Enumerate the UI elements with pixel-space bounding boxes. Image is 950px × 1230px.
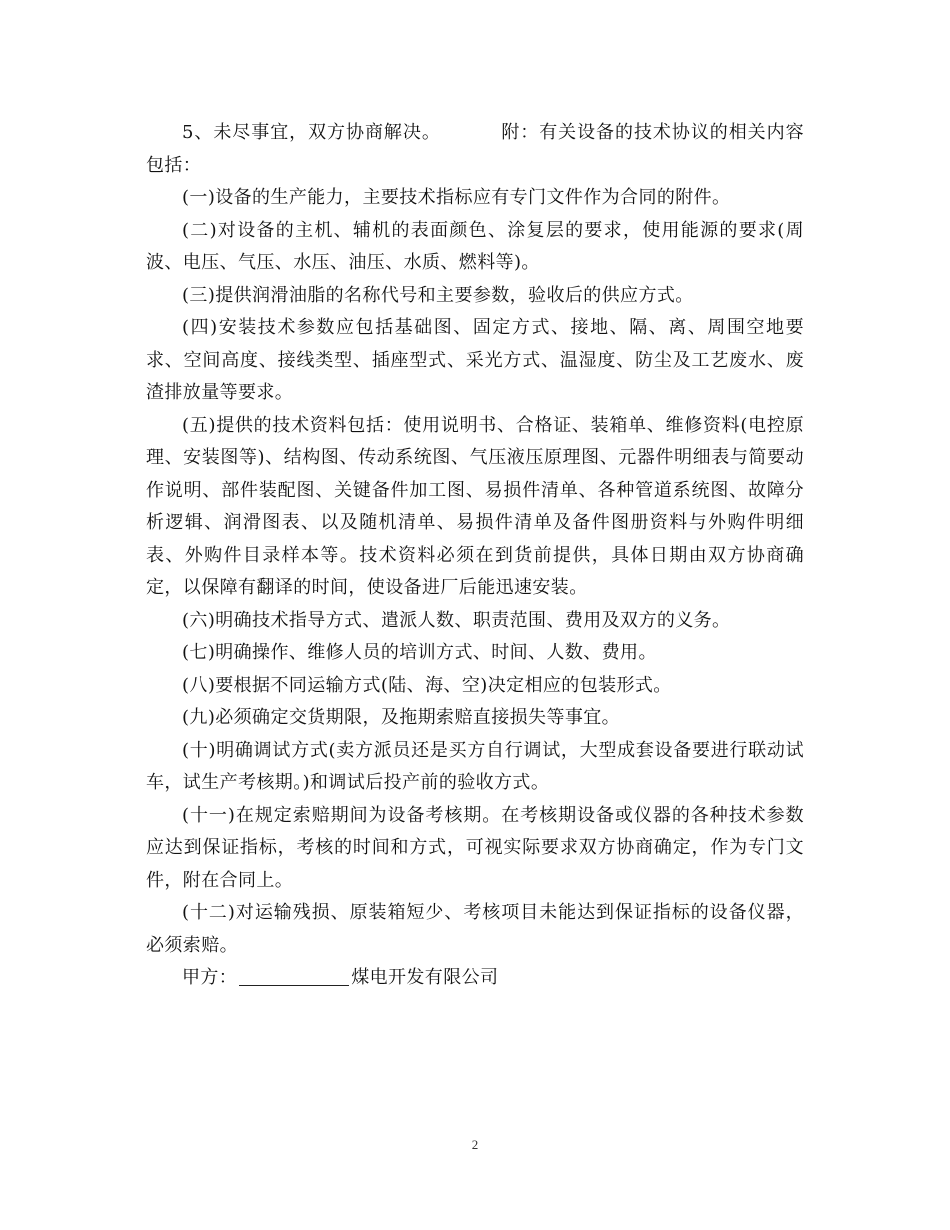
item-5-text: 5、未尽事宜，双方协商解决。	[182, 122, 441, 143]
signature-blank	[239, 965, 349, 986]
paragraph-1: (一)设备的生产能力，主要技术指标应有专门文件作为合同的附件。	[182, 187, 731, 208]
paragraph-3: (三)提供润滑油脂的名称代号和主要参数，验收后的供应方式。	[182, 284, 694, 306]
paragraph-item-5	[146, 117, 804, 182]
document-body	[146, 117, 804, 995]
paragraph-12: (十二)对运输残损、原装箱短少、考核项目未能达到保证指标的设备仪器，必须索赔。	[146, 902, 804, 956]
paragraph-7: (七)明确操作、维修人员的培训方式、时间、人数、费用。	[182, 642, 657, 663]
appendix-intro: 附：有关设备的技术协议的相关内容包括：	[146, 122, 804, 176]
paragraph-11: (十一)在规定索赔期间为设备考核期。在考核期设备或仪器的各种技术参数应达到保证指标，考核的时间和方式，可视实际要求双方协商确定，作为专门文件，附在合同上。	[146, 804, 804, 891]
paragraph-10: (十)明确调试方式(卖方派员还是买方自行调试，大型成套设备要进行联动试车，试生产考核期。)和调试后投产前的验收方式。	[146, 739, 804, 793]
paragraph-6: (六)明确技术指导方式、遣派人数、职责范围、费用及双方的义务。	[182, 609, 731, 631]
party-a-label: 甲方：	[182, 967, 238, 988]
paragraph-5: (五)提供的技术资料包括：使用说明书、合格证、装箱单、维修资料(电控原理、安装图等)、结构图、传动系统图、气压液压原理图、元器件明细表与简要动作说明、部件装配图、关键备件加工图、易损件清单、各种管道系统图、故障分析逻辑、润滑图表、以及随机清单、易损件清单及备件图册资料与外购件明细表、外购件目录样本等。技术资料必须在到货前提供，具体日期由双方协商确定，以保障有翻译的时间，使设备进厂后能迅速安装。	[146, 414, 804, 598]
party-a-company: 煤电开发有限公司	[351, 967, 499, 988]
paragraph-2: (二)对设备的主机、辅机的表面颜色、涂复层的要求，使用能源的要求(周波、电压、气压、水压、油压、水质、燃料等)。	[146, 219, 804, 273]
paragraph-9: (九)必须确定交货期限，及拖期索赔直接损失等事宜。	[182, 707, 621, 728]
page-number: 2	[471, 1137, 479, 1152]
party-a-line	[146, 962, 804, 995]
paragraph-4: (四)安装技术参数应包括基础图、固定方式、接地、隔、离、周围空地要求、空间高度、接线类型、插座型式、采光方式、温湿度、防尘及工艺废水、废渣排放量等要求。	[146, 317, 804, 403]
paragraph-8: (八)要根据不同运输方式(陆、海、空)决定相应的包装形式。	[182, 674, 672, 696]
